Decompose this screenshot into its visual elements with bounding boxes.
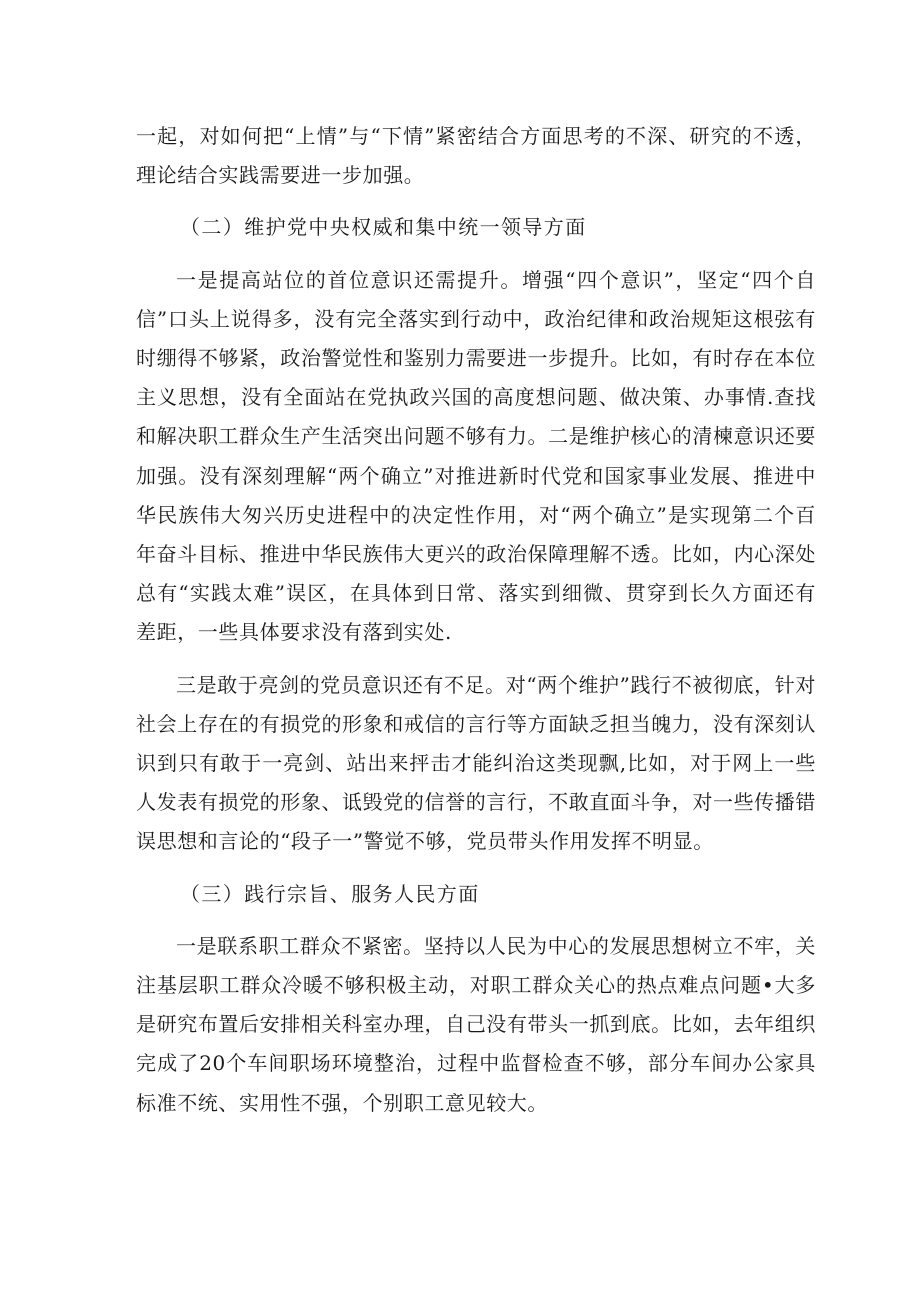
paragraph-continuation: 一起，对如何把“上情”与“下情”紧密结合方面思考的不深、研究的不透，理论结合实践需要进一步加强。: [136, 124, 816, 188]
section-heading-2: （二）维护党中央权威和集中统一领导方面: [180, 215, 587, 240]
paragraph-body: 一是提高站位的首位意识还需提升。增强“四个意识”，坚定“四个自信”口头上说得多，没有完全落实到行动中，政治纪律和政治规矩这根弦有时绷得不够紧，政治警觉性和鉴别力需要进一步提升。比如，有时存在本位主义思想，没有全面站在党执政兴国的高度想问题、做决策、办事情.查找和解决职工群众生产生活突出问题不够有力。二是维护核心的清楝意识还要加强。没有深刻理解“两个确立”对推进新时代党和国家事业发展、推进中华民族伟大匆兴历史进程中的决定性作用，对“两个确立”是实现第二个百年奋斗目标、推进中华民族伟大更兴的政治保障理解不透。比如，内心深处总有“实践太难”误区，在具体到日常、落实到细微、贯穿到长久方面还有差距，一些具体要求没有落到实处.: [136, 267, 816, 645]
paragraph-body: 三是敢于亮剑的党员意识还有不足。对“两个维护”践行不被彻底，针对社会上存在的有损党的形象和戒信的言行等方面缺乏担当魄力，没有深刻认识到只有敢于一亮剑、站出来抨击才能纠治这类现飘,比如，对于网上一些人发表有损党的形象、诋毁党的信誉的言行，不敢直面斗争，对一些传播错误思想和言论的“段子一”警觉不够，党员带头作用发挥不明显。: [136, 672, 816, 854]
document-body: [136, 117, 816, 1123]
paragraph-body: 一是联系职工群众不紧密。坚持以人民为中心的发展思想树立不牢，关注基层职工群众冷暖不够积极主动，对职工群众关心的热点难点问题•大多是研究布置后安排相关科室办理，自己没有带头一抓到底。比如，去年组织完成了20个车间职场环境整治，过程中监督检查不够，部分车间办公家具标准不统、实用性不强，个别职工意见较大。: [136, 933, 816, 1115]
section-heading-3: （三）践行宗旨、服务人民方面: [180, 881, 480, 906]
